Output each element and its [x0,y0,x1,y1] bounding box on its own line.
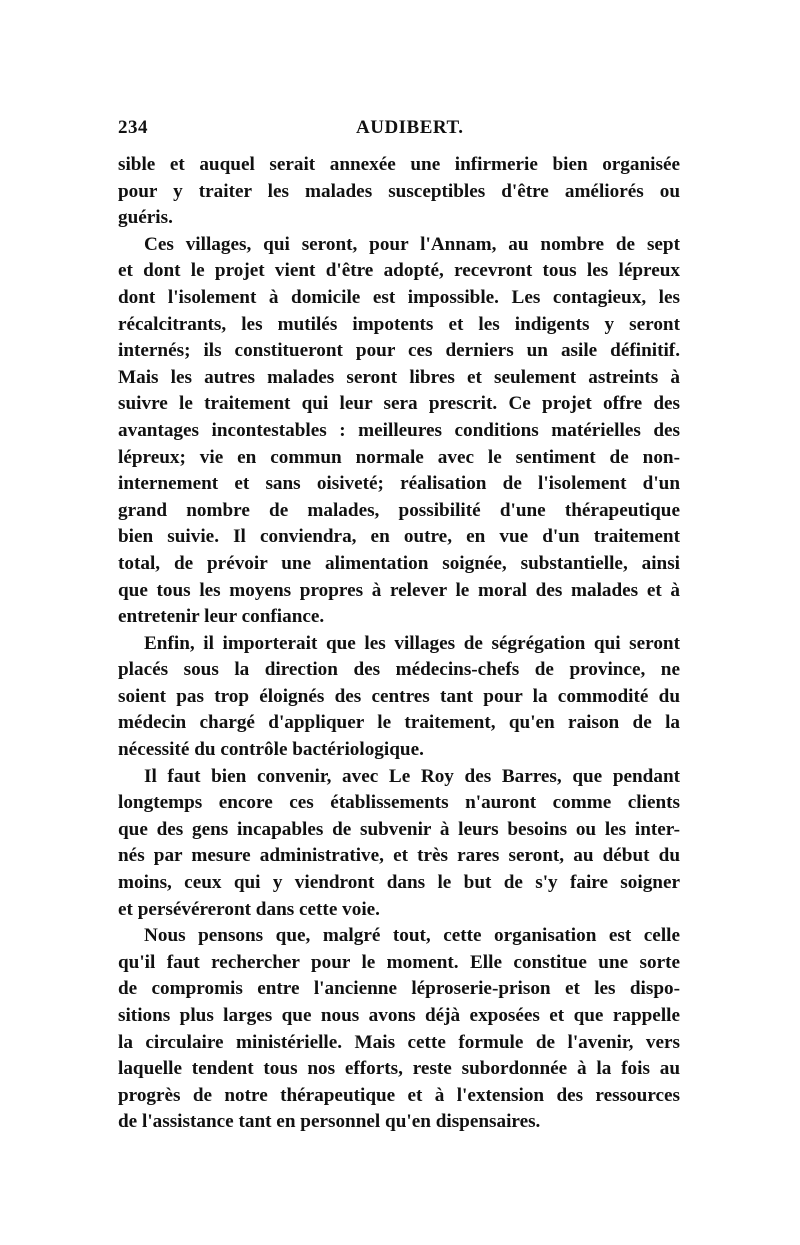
text-line: internés; ils constitueront pour ces derniers un asile définitif. [118,340,680,362]
body-text [118,152,680,1136]
text-line: Enfin, il importerait que les villages de ségrégation qui seront [144,632,680,654]
text-line: qu'il faut rechercher pour le moment. Elle constitue une sorte [118,951,680,973]
text-line: total, de prévoir une alimentation soignée, substantielle, ainsi [118,552,680,574]
text-line: de l'assistance tant en personnel qu'en dispensaires. [118,1111,541,1133]
text-line: laquelle tendent tous nos efforts, reste subordonnée à la fois au [118,1058,680,1080]
text-line: bien suivie. Il conviendra, en outre, en vue d'un traitement [118,526,680,548]
text-line: sitions plus larges que nous avons déjà exposées et que rappelle [118,1005,680,1026]
text-line: Nous pensons que, malgré tout, cette organisation est celle [144,925,680,947]
text-line: Il faut bien convenir, avec Le Roy des Barres, que pendant [144,765,680,787]
text-line: lépreux; vie en commun normale avec le sentiment de non- [118,446,680,468]
text-line: que tous les moyens propres à relever le moral des malades et à [118,579,680,601]
text-line: et dont le projet vient d'être adopté, recevront tous les lépreux [118,260,680,282]
text-line: entretenir leur confiance. [118,606,325,628]
text-line: la circulaire ministérielle. Mais cette formule de l'avenir, vers [118,1031,680,1053]
text-line: internement et sans oisiveté; réalisation de l'isolement d'un [118,473,680,495]
text-line: Ces villages, qui seront, pour l'Annam, au nombre de sept [144,233,680,255]
text-line: avantages incontestables : meilleures conditions matérielles des [118,419,680,441]
text-line: nécessité du contrôle bactériologique. [118,739,424,761]
text-line: guéris. [118,207,173,229]
running-head [118,117,688,139]
text-line: que des gens incapables de subvenir à leurs besoins ou les inter- [118,818,680,840]
text-line: grand nombre de malades, possibilité d'une thérapeutique [118,499,680,521]
text-line: progrès de notre thérapeutique et à l'extension des ressources [118,1084,680,1106]
text-line: dont l'isolement à domicile est impossible. Les contagieux, les [118,286,680,308]
text-line: récalcitrants, les mutilés impotents et les indigents y seront [118,313,680,335]
text-line: de compromis entre l'ancienne léproserie-prison et les dispo- [118,978,680,1000]
text-line: sible et auquel serait annexée une infirmerie bien organisée [118,154,680,175]
header-title: AUDIBERT. [356,117,464,138]
text-line: moins, ceux qui y viendront dans le but de s'y faire soigner [118,872,680,894]
text-line: placés sous la direction des médecins-chefs de province, ne [118,659,680,681]
text-line: nés par mesure administrative, et très rares seront, au début du [118,845,680,867]
page-number: 234 [118,117,148,138]
text-line: longtemps encore ces établissements n'auront comme clients [118,792,680,814]
text-line: soient pas trop éloignés des centres tant pour la commodité du [118,685,680,707]
text-line: et persévéreront dans cette voie. [118,898,380,920]
text-line: Mais les autres malades seront libres et seulement astreints à [118,366,680,388]
text-line: médecin chargé d'appliquer le traitement, qu'en raison de la [118,712,680,734]
text-line: suivre le traitement qui leur sera prescrit. Ce projet offre des [118,393,680,415]
text-line: pour y traiter les malades susceptibles d'être améliorés ou [118,180,680,202]
